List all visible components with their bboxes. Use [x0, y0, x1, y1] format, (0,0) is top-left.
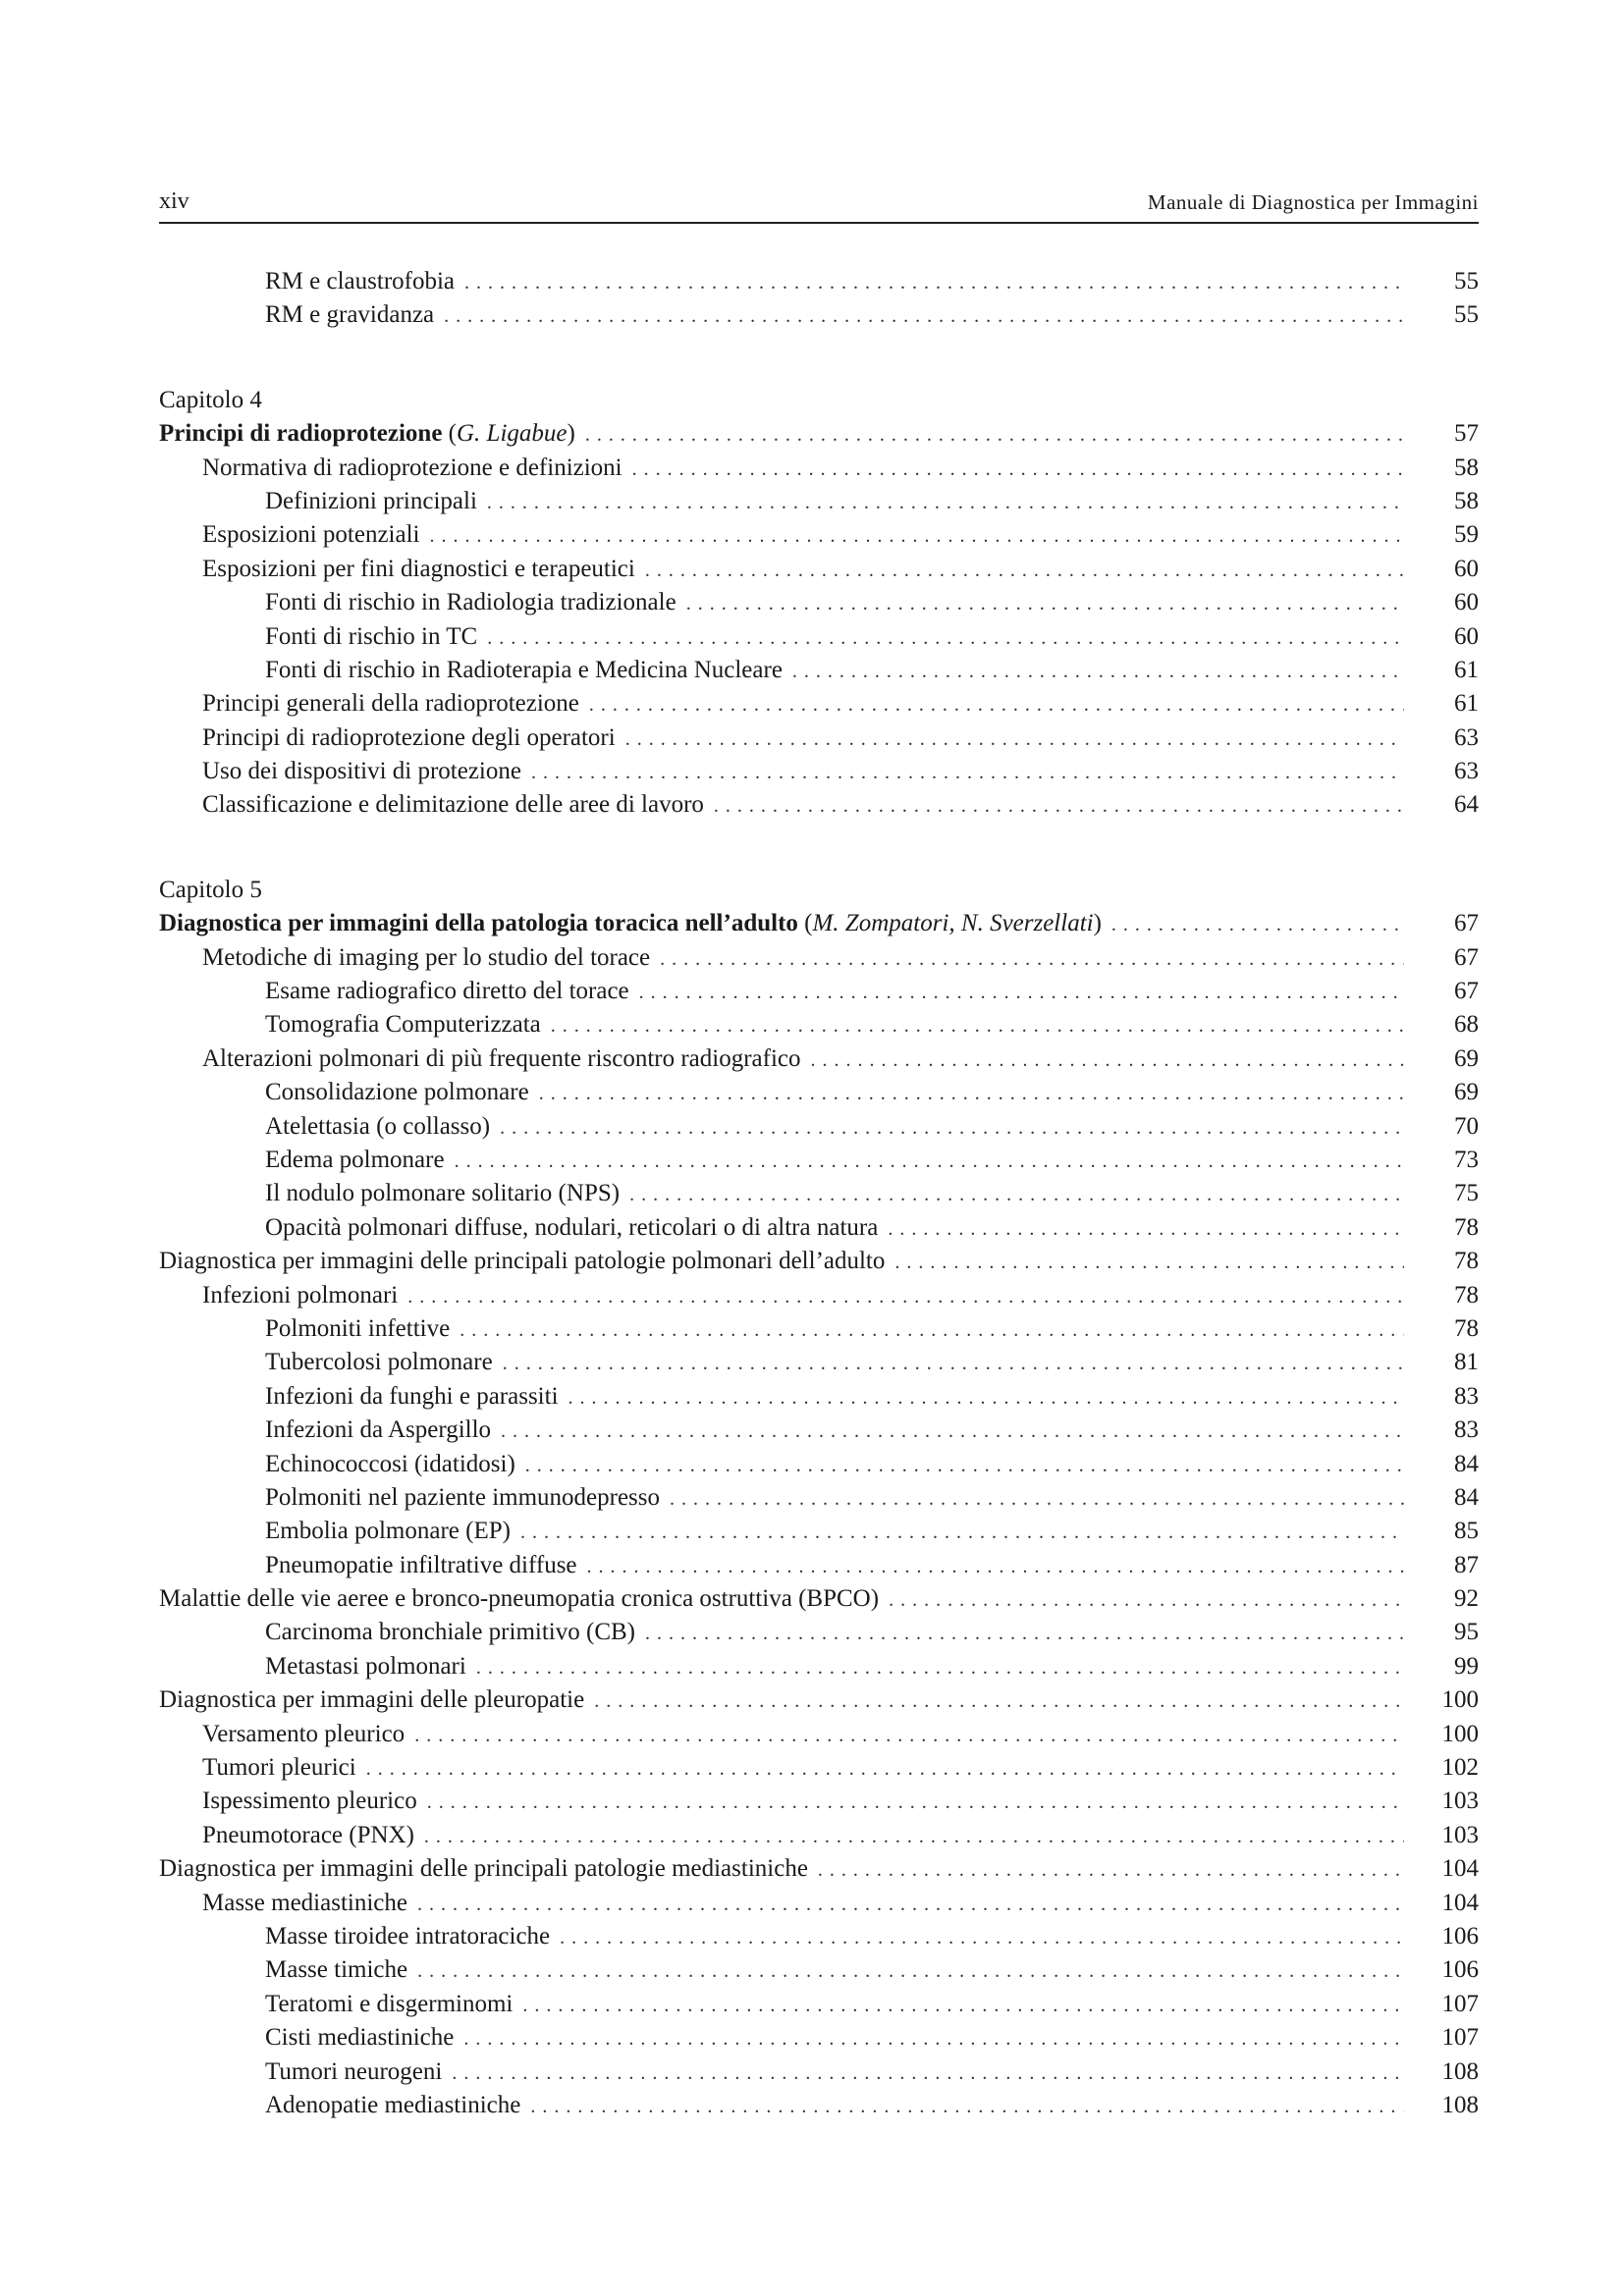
toc-entry	[159, 1852, 1479, 1886]
dot-leader	[587, 1550, 1404, 1583]
toc-entry	[159, 1211, 1479, 1245]
toc-entry	[159, 452, 1479, 485]
toc-entry	[159, 687, 1479, 721]
toc-entry	[159, 485, 1479, 518]
dot-leader	[460, 1313, 1404, 1347]
toc-entry-page: 107	[1441, 1990, 1479, 2017]
toc-entry-title: Tubercolosi polmonare	[265, 1349, 493, 1376]
dot-leader	[503, 1347, 1404, 1380]
dot-leader	[645, 554, 1404, 587]
dot-leader	[811, 1043, 1404, 1077]
toc-entry	[159, 1616, 1479, 1649]
toc-entry-page: 103	[1441, 1788, 1479, 1815]
dot-leader	[792, 655, 1404, 688]
toc-entry-title: Malattie delle vie aeree e bronco-pneumopatia cronica ostruttiva (BPCO)	[159, 1585, 880, 1613]
dot-leader	[464, 266, 1404, 299]
toc-entry	[159, 1245, 1479, 1278]
dot-leader	[818, 1853, 1404, 1887]
toc-entry-page: 60	[1454, 622, 1479, 650]
section-continuation	[159, 265, 1479, 333]
dot-leader	[500, 1111, 1404, 1145]
toc-entry-title: Polmoniti infettive	[265, 1314, 451, 1342]
toc-entry-page: 104	[1441, 1889, 1479, 1916]
toc-entry-page: 100	[1441, 1720, 1479, 1747]
toc-entry-page: 70	[1454, 1112, 1479, 1140]
toc-entry-title: Il nodulo polmonare solitario (NPS)	[265, 1180, 621, 1207]
toc-entry	[159, 2089, 1479, 2122]
toc-entry	[159, 1819, 1479, 1852]
toc-entry	[159, 1988, 1479, 2021]
toc-entry	[159, 1683, 1479, 1717]
table-of-contents	[159, 265, 1479, 2122]
toc-entry	[159, 1177, 1479, 1210]
dot-leader	[429, 519, 1404, 553]
toc-entry-page: 59	[1454, 521, 1479, 549]
dot-leader	[625, 722, 1404, 756]
toc-entry-title: Embolia polmonare (EP)	[265, 1518, 511, 1545]
toc-entry-page: 83	[1454, 1382, 1479, 1410]
toc-entry-title: Esame radiografico diretto del torace	[265, 978, 629, 1005]
dot-leader	[452, 2056, 1404, 2090]
dot-leader	[501, 1415, 1404, 1448]
toc-entry	[159, 553, 1479, 586]
toc-entry-title: RM e claustrofobia	[265, 268, 456, 294]
toc-entry-page: 63	[1454, 758, 1479, 785]
dot-leader	[455, 1145, 1404, 1178]
toc-entry	[159, 1549, 1479, 1582]
dot-leader	[894, 1246, 1404, 1279]
chapter-5-title-row: Diagnostica per immagini della patologia toracica nell’adulto (M. Zompatori, N. Sverzellati) . . . 67	[159, 907, 1479, 940]
toc-entry	[159, 975, 1479, 1008]
dot-leader	[888, 1212, 1404, 1246]
toc-entry-title: Carcinoma bronchiale primitivo (CB)	[265, 1619, 635, 1646]
dot-leader	[670, 1482, 1404, 1516]
dot-leader	[476, 1651, 1404, 1684]
toc-entry-page: 61	[1454, 690, 1479, 718]
toc-entry	[159, 298, 1479, 332]
toc-entry-title: Fonti di rischio in Radioterapia e Medicina Nucleare	[265, 656, 783, 683]
dot-leader	[539, 1077, 1404, 1110]
toc-entry-title: Adenopatie mediastiniche	[265, 2091, 521, 2118]
toc-entry-page: 78	[1454, 1248, 1479, 1275]
toc-entry-title: Ispessimento pleurico	[202, 1788, 417, 1815]
toc-entry-title: Polmoniti nel paziente immunodepresso	[265, 1483, 661, 1511]
toc-entry-title: Teratomi e disgerminomi	[265, 1990, 514, 2017]
toc-entry	[159, 1582, 1479, 1616]
toc-entry-title: Definizioni principali	[265, 487, 477, 514]
toc-entry	[159, 1718, 1479, 1751]
dot-leader	[530, 2090, 1404, 2123]
toc-entry-title: Masse mediastiniche	[202, 1889, 407, 1916]
toc-entry-title: Cisti mediastiniche	[265, 2024, 455, 2052]
chapter-4-title: Principi di radioprotezione	[159, 420, 443, 448]
toc-entry	[159, 2021, 1479, 2055]
toc-entry-page: 104	[1441, 1855, 1479, 1883]
dot-leader	[424, 1820, 1404, 1853]
toc-entry-title: Metodiche di imaging per lo studio del torace	[202, 943, 651, 971]
toc-entry	[159, 1312, 1479, 1346]
dot-leader	[525, 1449, 1404, 1482]
toc-entry-page: 78	[1454, 1281, 1479, 1308]
toc-entry-title: Normativa di radioprotezione e definizioni	[202, 454, 622, 481]
toc-entry-page: 55	[1454, 268, 1479, 294]
dot-leader	[427, 1786, 1404, 1819]
toc-entry-page: 61	[1454, 656, 1479, 683]
toc-entry-page: 106	[1441, 1922, 1479, 1949]
toc-entry-page: 108	[1441, 2057, 1479, 2085]
toc-entry-page: 75	[1454, 1180, 1479, 1207]
chapter-5-label: Capitolo 5	[159, 876, 262, 903]
toc-entry	[159, 1887, 1479, 1920]
toc-entry-title: Esposizioni potenziali	[202, 521, 420, 549]
toc-entry-page: 60	[1454, 555, 1479, 582]
running-header	[159, 187, 1479, 224]
toc-entry	[159, 755, 1479, 788]
dot-leader	[417, 1954, 1404, 1988]
toc-entry-title: Principi di radioprotezione degli operatori	[202, 723, 616, 751]
toc-entry-page: 87	[1454, 1551, 1479, 1578]
toc-entry-page: 69	[1454, 1079, 1479, 1106]
toc-entry	[159, 941, 1479, 975]
chapter-4-page: 57	[1454, 420, 1479, 448]
toc-entry-title: Edema polmonare	[265, 1146, 445, 1173]
toc-entry-page: 78	[1454, 1314, 1479, 1342]
toc-entry-title: Consolidazione polmonare	[265, 1079, 529, 1106]
toc-entry-title: Masse tiroidee intratoraciche	[265, 1922, 551, 1949]
toc-entry-title: Classificazione e delimitazione delle aree di lavoro	[202, 791, 704, 819]
toc-entry-page: 78	[1454, 1213, 1479, 1241]
dot-leader	[639, 976, 1404, 1009]
chapter-4-entries	[159, 452, 1479, 823]
toc-entry	[159, 1144, 1479, 1177]
toc-entry	[159, 1448, 1479, 1481]
toc-entry-title: Tumori pleurici	[202, 1754, 356, 1782]
toc-entry	[159, 1279, 1479, 1312]
toc-entry	[159, 721, 1479, 755]
dot-leader	[560, 1921, 1404, 1954]
toc-entry-page: 58	[1454, 454, 1479, 481]
toc-entry-page: 67	[1454, 943, 1479, 971]
dot-leader	[522, 1989, 1404, 2022]
toc-entry	[159, 1380, 1479, 1414]
toc-entry	[159, 620, 1479, 654]
toc-entry	[159, 1650, 1479, 1683]
toc-entry-title: Fonti di rischio in Radiologia tradizionale	[265, 589, 676, 616]
toc-entry-title: Diagnostica per immagini delle pleuropatie	[159, 1686, 585, 1714]
toc-entry	[159, 1076, 1479, 1109]
toc-entry-page: 95	[1454, 1619, 1479, 1646]
dot-leader	[629, 1178, 1404, 1211]
dot-leader	[444, 299, 1404, 333]
toc-entry-title: Uso dei dispositivi di protezione	[202, 758, 521, 785]
toc-entry-title: Esposizioni per fini diagnostici e terapeutici	[202, 555, 635, 582]
toc-entry-title: Pneumopatie infiltrative diffuse	[265, 1551, 577, 1578]
toc-entry-page: 83	[1454, 1416, 1479, 1444]
toc-entry-page: 84	[1454, 1483, 1479, 1511]
toc-entry-page: 67	[1454, 978, 1479, 1005]
toc-entry-page: 106	[1441, 1956, 1479, 1984]
dot-leader	[1111, 908, 1404, 941]
dot-leader	[632, 453, 1404, 486]
toc-entry-page: 102	[1441, 1754, 1479, 1782]
toc-entry-page: 99	[1454, 1652, 1479, 1680]
toc-entry	[159, 1785, 1479, 1818]
dot-leader	[366, 1752, 1404, 1786]
page-number: xiv	[159, 188, 189, 214]
chapter-5-entries	[159, 941, 1479, 2123]
toc-entry	[159, 1481, 1479, 1515]
toc-entry	[159, 1008, 1479, 1041]
chapter-5-title: Diagnostica per immagini della patologia toracica nell’adulto	[159, 910, 798, 937]
toc-entry	[159, 2056, 1479, 2089]
toc-entry	[159, 586, 1479, 619]
toc-entry	[159, 1953, 1479, 1987]
toc-entry	[159, 1414, 1479, 1447]
toc-entry-page: 64	[1454, 791, 1479, 819]
toc-entry-page: 107	[1441, 2024, 1479, 2052]
toc-entry	[159, 1515, 1479, 1548]
toc-entry	[159, 1346, 1479, 1379]
dot-leader	[417, 1888, 1404, 1921]
dot-leader	[463, 2022, 1404, 2056]
toc-entry-page: 69	[1454, 1044, 1479, 1072]
toc-entry-page: 108	[1441, 2091, 1479, 2118]
toc-entry-title: Atelettasia (o collasso)	[265, 1112, 491, 1140]
toc-entry-page: 63	[1454, 723, 1479, 751]
toc-entry-title: Versamento pleurico	[202, 1720, 406, 1747]
toc-entry-page: 68	[1454, 1011, 1479, 1039]
toc-entry	[159, 518, 1479, 552]
dot-leader	[594, 1684, 1404, 1718]
toc-entry	[159, 788, 1479, 822]
toc-entry-title: Echinococcosi (idatidosi)	[265, 1450, 515, 1477]
toc-entry-title: Tumori neurogeni	[265, 2057, 443, 2085]
toc-entry-title: Infezioni da funghi e parassiti	[265, 1382, 559, 1410]
toc-entry-title: Principi generali della radioprotezione	[202, 690, 579, 718]
dot-leader	[407, 1280, 1404, 1313]
toc-entry-page: 84	[1454, 1450, 1479, 1477]
toc-entry	[159, 1920, 1479, 1953]
toc-entry-page: 85	[1454, 1518, 1479, 1545]
toc-entry-title: Fonti di rischio in TC	[265, 622, 478, 650]
dot-leader	[585, 418, 1404, 452]
chapter-4-authors: G. Ligabue	[457, 420, 568, 448]
toc-entry	[159, 265, 1479, 298]
dot-leader	[487, 486, 1404, 519]
dot-leader	[589, 688, 1404, 721]
dot-leader	[889, 1583, 1404, 1617]
dot-leader	[686, 587, 1404, 620]
toc-entry-title: Alterazioni polmonari di più frequente riscontro radiografico	[202, 1044, 801, 1072]
toc-entry-page: 58	[1454, 487, 1479, 514]
dot-leader	[660, 942, 1404, 976]
dot-leader	[520, 1516, 1404, 1549]
toc-entry-page: 103	[1441, 1821, 1479, 1848]
toc-entry-title: Opacità polmonari diffuse, nodulari, reticolari o di altra natura	[265, 1213, 879, 1241]
toc-entry-page: 55	[1454, 301, 1479, 329]
toc-entry-title: Pneumotorace (PNX)	[202, 1821, 414, 1848]
toc-entry	[159, 1042, 1479, 1076]
toc-entry-page: 73	[1454, 1146, 1479, 1173]
dot-leader	[531, 756, 1404, 789]
dot-leader	[714, 789, 1404, 823]
chapter-4-title-row: Principi di radioprotezione (G. Ligabue) . . . 57	[159, 417, 1479, 451]
toc-entry-title: Infezioni polmonari	[202, 1281, 399, 1308]
chapter-4-label: Capitolo 4	[159, 386, 262, 413]
toc-entry-title: Infezioni da Aspergillo	[265, 1416, 492, 1444]
toc-entry-title: Metastasi polmonari	[265, 1652, 466, 1680]
toc-entry-page: 92	[1454, 1585, 1479, 1613]
toc-entry	[159, 654, 1479, 687]
toc-entry	[159, 1751, 1479, 1785]
toc-entry-page: 81	[1454, 1349, 1479, 1376]
toc-entry-title: Tomografia Computerizzata	[265, 1011, 541, 1039]
dot-leader	[568, 1381, 1404, 1415]
toc-entry-page: 60	[1454, 589, 1479, 616]
dot-leader	[414, 1719, 1404, 1752]
dot-leader	[487, 621, 1404, 655]
toc-entry	[159, 1110, 1479, 1144]
toc-entry-title: Diagnostica per immagini delle principali patologie mediastiniche	[159, 1855, 808, 1883]
dot-leader	[645, 1617, 1404, 1650]
toc-entry-page: 100	[1441, 1686, 1479, 1714]
chapter-5-authors: M. Zompatori, N. Sverzellati	[812, 910, 1094, 937]
toc-entry-title: Diagnostica per immagini delle principali patologie polmonari dell’adulto	[159, 1248, 886, 1275]
toc-entry-title: Masse timiche	[265, 1956, 408, 1984]
toc-entry-title: RM e gravidanza	[265, 301, 435, 329]
dot-leader	[551, 1009, 1404, 1042]
book-title: Manuale di Diagnostica per Immagini	[1147, 190, 1479, 214]
chapter-5-page: 67	[1454, 910, 1479, 937]
